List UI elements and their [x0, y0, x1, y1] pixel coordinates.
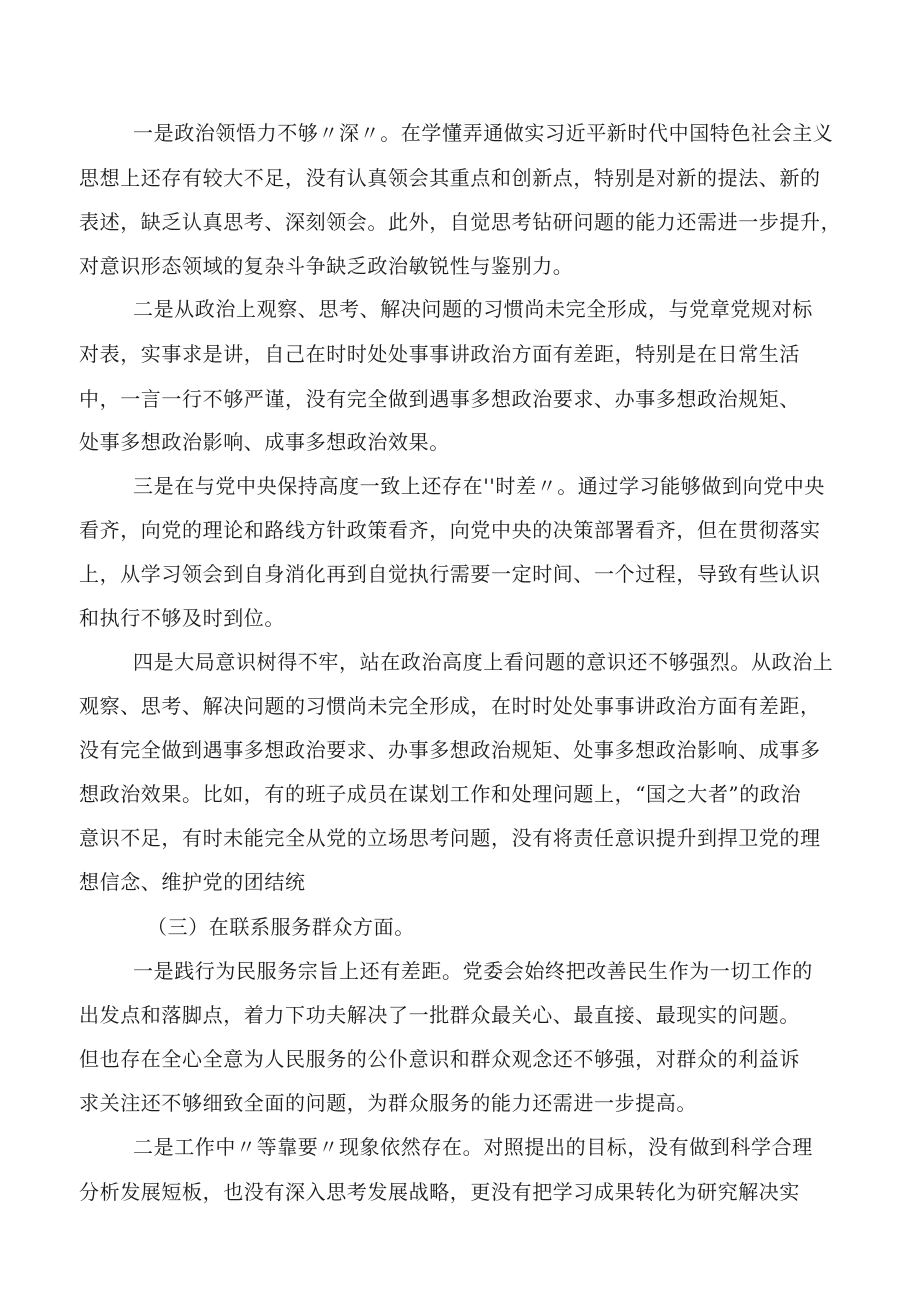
text-line: 但也存在全心全意为人民服务的公仆意识和群众观念还不够强，对群众的利益诉: [79, 1047, 800, 1071]
text-line: 分析发展短板，也没有深入思考发展战略，更没有把学习成果转化为研究解决实: [79, 1180, 800, 1204]
text-line: 意识不足，有时未能完全从党的立场思考问题，没有将责任意识提升到捍卫党的理: [79, 826, 821, 850]
text-line: 没有完全做到遇事多想政治要求、办事多想政治规矩、处事多想政治影响、成事多: [79, 738, 821, 762]
text-line: 处事多想政治影响、成事多想政治效果。: [79, 430, 450, 454]
text-line: 对表，实事求是讲，自己在时时处处事事讲政治方面有差距，特别是在日常生活: [79, 342, 800, 366]
section-heading: （三）在联系服务群众方面。: [147, 915, 415, 939]
text-line: 三是在与党中央保持高度一致上还存在''时差〃。通过学习能够做到向党中央: [133, 474, 825, 498]
text-line: 出发点和落脚点，着力下功夫解决了一批群众最关心、最直接、最现实的问题。: [79, 1003, 800, 1027]
text-line: 想信念、维护党的团结统: [79, 870, 306, 894]
text-line: 观察、思考、解决问题的习惯尚未完全形成，在时时处处事事讲政治方面有差距，: [79, 694, 821, 718]
text-line: 和执行不够及时到位。: [79, 606, 285, 630]
text-line: 思想上还存有较大不足，没有认真领会其重点和创新点，特别是对新的提法、新的: [79, 166, 821, 190]
text-line: 表述，缺乏认真思考、深刻领会。此外，自觉思考钻研问题的能力还需进一步提升，: [79, 210, 842, 234]
text-line: 求关注还不够细致全面的问题，为群众服务的能力还需进一步提高。: [79, 1091, 697, 1115]
text-line: 一是政治领悟力不够〃深〃。在学懂弄通做实习近平新时代中国特色社会主义: [133, 121, 834, 145]
text-line: 看齐，向党的理论和路线方针政策看齐，向党中央的决策部署看齐，但在贯彻落实: [79, 518, 821, 542]
text-line: 二是工作中〃等靠要〃现象依然存在。对照提出的目标，没有做到科学合理: [133, 1135, 813, 1159]
text-line: 上，从学习领会到自身消化再到自觉执行需要一定时间、一个过程，导致有些认识: [79, 562, 821, 586]
text-line: 对意识形态领域的复杂斗争缺乏政治敏锐性与鉴别力。: [79, 254, 574, 278]
text-line: 中，一言一行不够严谨，没有完全做到遇事多想政治要求、办事多想政治规矩、: [79, 387, 800, 411]
text-line: 想政治效果。比如，有的班子成员在谋划工作和处理问题上，“国之大者”的政治: [79, 782, 802, 806]
text-line: 二是从政治上观察、思考、解决问题的习惯尚未完全形成，与党章党规对标: [133, 297, 813, 321]
text-line: 四是大局意识树得不牢，站在政治高度上看问题的意识还不够强烈。从政治上: [133, 650, 834, 674]
text-line: 一是践行为民服务宗旨上还有差距。党委会始终把改善民生作为一切工作的: [133, 959, 813, 983]
